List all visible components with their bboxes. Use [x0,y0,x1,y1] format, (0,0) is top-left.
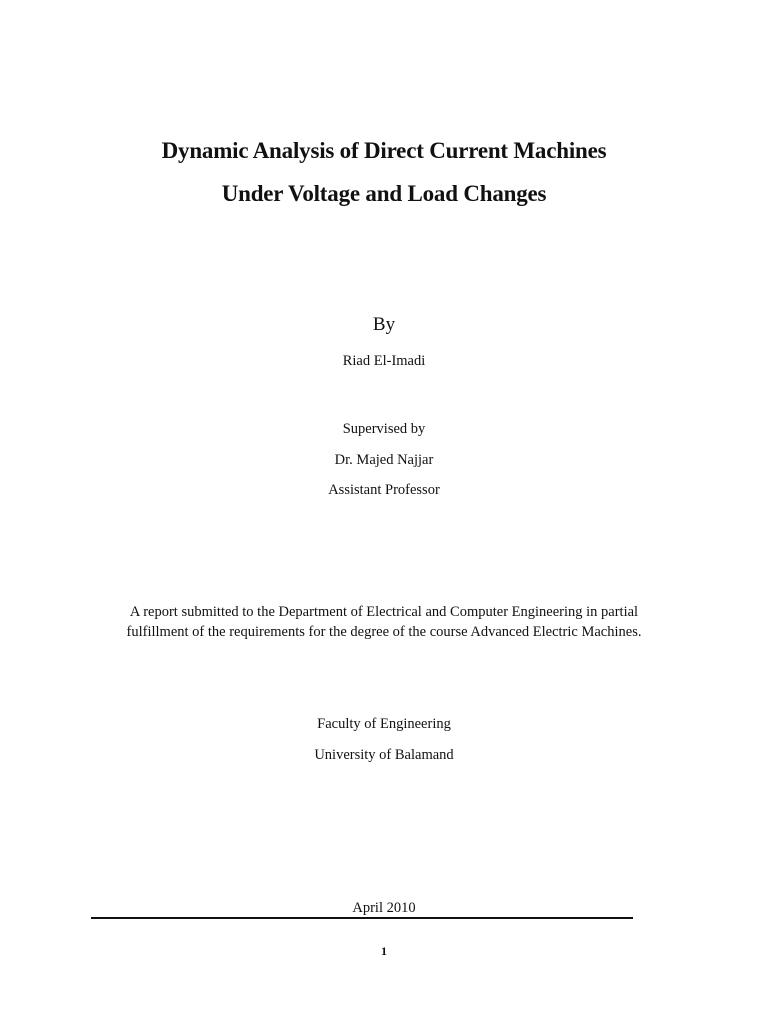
supervised-by-label: Supervised by [342,421,426,437]
title-line-1: Dynamic Analysis of Direct Current Machines [161,138,607,163]
footer-rule [91,917,633,919]
report-date: April 2010 [352,900,416,916]
report-statement-line-2: fulfillment of the requirements for the degree of the course Advanced Electric Machines. [126,624,642,640]
university-name: University of Balamand [314,747,454,763]
author-name: Riad El-Imadi [342,353,426,369]
title-line-2: Under Voltage and Load Changes [221,181,547,206]
faculty-name: Faculty of Engineering [317,716,451,732]
report-statement-line-1: A report submitted to the Department of Electrical and Computer Engineering in partial [129,604,639,620]
supervisor-name: Dr. Majed Najjar [334,452,434,468]
page-number: 1 [381,944,387,958]
supervisor-title: Assistant Professor [328,482,440,498]
by-label: By [372,314,396,335]
